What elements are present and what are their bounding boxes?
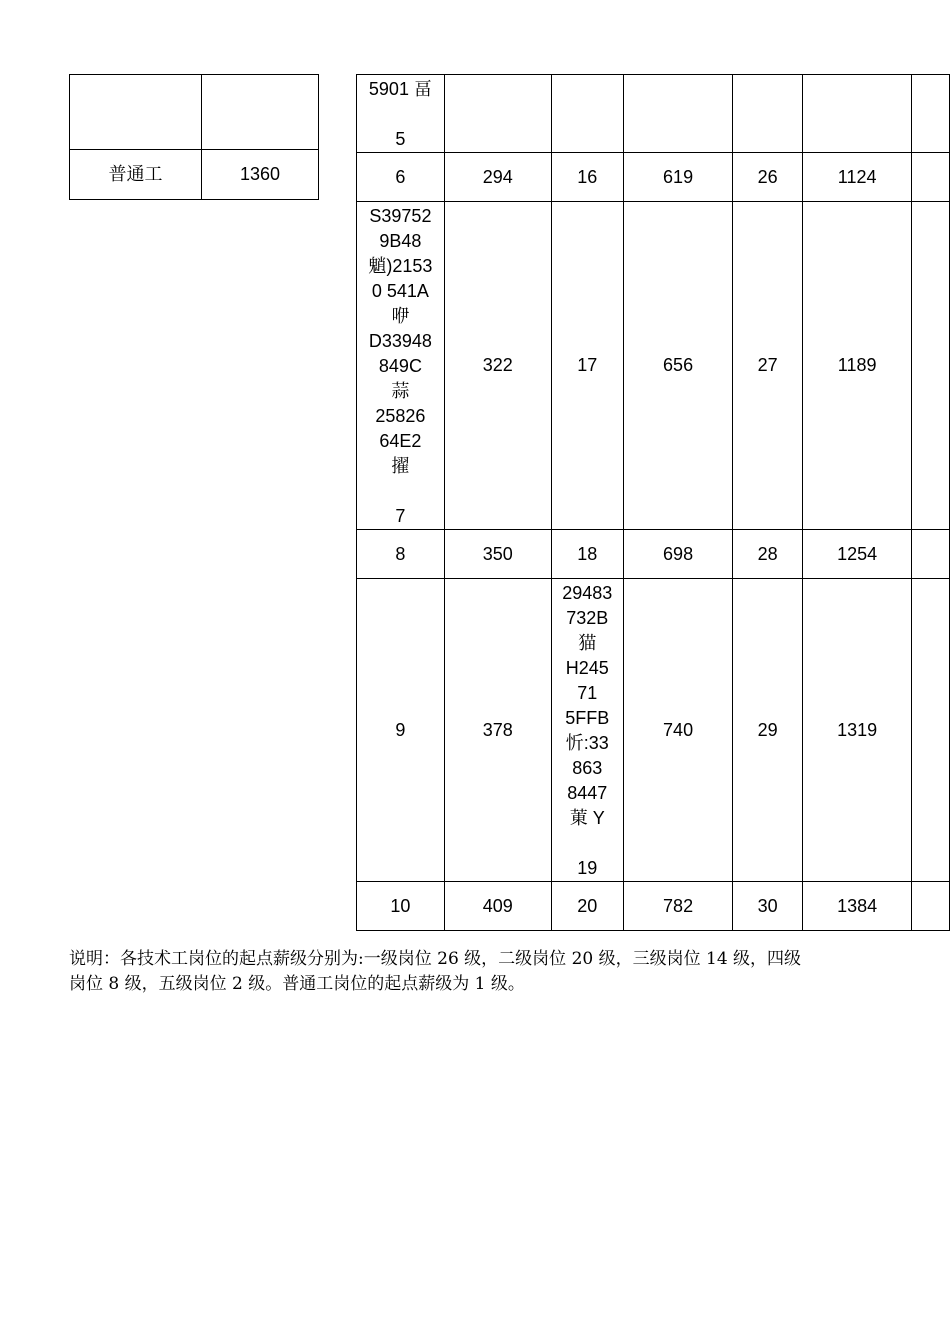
table-cell — [912, 882, 950, 931]
table-cell: 1384 — [802, 882, 912, 931]
table-cell: 20 — [551, 882, 623, 931]
table-cell: 409 — [444, 882, 551, 931]
table-row — [357, 579, 950, 882]
table-cell: 656 — [623, 202, 733, 530]
table-cell — [623, 75, 733, 153]
table-row — [357, 153, 950, 202]
table-cell — [912, 75, 950, 153]
table-cell — [733, 75, 802, 153]
table-cell — [912, 530, 950, 579]
table-row — [357, 530, 950, 579]
salary-grade-table — [356, 74, 950, 931]
table-cell: 1319 — [802, 579, 912, 882]
table-cell: 27 — [733, 202, 802, 530]
table-cell: 29 — [733, 579, 802, 882]
job-type-cell: 普通工 — [70, 150, 202, 200]
table-cell: 378 — [444, 579, 551, 882]
table-cell — [802, 75, 912, 153]
table-cell: 26 — [733, 153, 802, 202]
table-cell: 1254 — [802, 530, 912, 579]
table-cell — [202, 75, 319, 150]
table-cell: 5901 畐 5 — [357, 75, 445, 153]
table-cell — [444, 75, 551, 153]
table-cell — [912, 579, 950, 882]
table-row — [357, 75, 950, 153]
table-cell: 782 — [623, 882, 733, 931]
table-cell — [551, 75, 623, 153]
table-cell: 30 — [733, 882, 802, 931]
table-cell: 28 — [733, 530, 802, 579]
table-cell: 740 — [623, 579, 733, 882]
salary-note — [69, 947, 879, 997]
left-salary-table — [69, 74, 319, 200]
table-cell: 6 — [357, 153, 445, 202]
table-cell: 1124 — [802, 153, 912, 202]
table-row — [70, 150, 319, 200]
table-cell: 698 — [623, 530, 733, 579]
table-cell: 619 — [623, 153, 733, 202]
table-cell: 350 — [444, 530, 551, 579]
table-cell: 18 — [551, 530, 623, 579]
table-cell — [912, 202, 950, 530]
table-row — [357, 202, 950, 530]
table-cell: 1189 — [802, 202, 912, 530]
table-cell: 294 — [444, 153, 551, 202]
table-cell: 16 — [551, 153, 623, 202]
table-cell: 9 — [357, 579, 445, 882]
table-cell: 10 — [357, 882, 445, 931]
table-cell: S39752 9B48 魈)2153 0 541A 咿 D33948 849C 蒜 25826 64E2 擢 7 — [357, 202, 445, 530]
salary-cell: 1360 — [202, 150, 319, 200]
table-cell: 8 — [357, 530, 445, 579]
table-cell — [912, 153, 950, 202]
note-line: 说明：各技术工岗位的起点薪级分别为:一级岗位 26 级，二级岗位 20 级，三级岗位 14 级，四级 — [69, 949, 802, 969]
table-row — [70, 75, 319, 150]
table-cell: 29483 732B 猫 H245 71 5FFB 忻:33 863 8447 菄 Y 19 — [551, 579, 623, 882]
table-cell: 322 — [444, 202, 551, 530]
table-cell — [70, 75, 202, 150]
note-line: 岗位 8 级，五级岗位 2 级。普通工岗位的起点薪级为 1 级。 — [69, 974, 525, 994]
table-cell: 17 — [551, 202, 623, 530]
table-row — [357, 882, 950, 931]
